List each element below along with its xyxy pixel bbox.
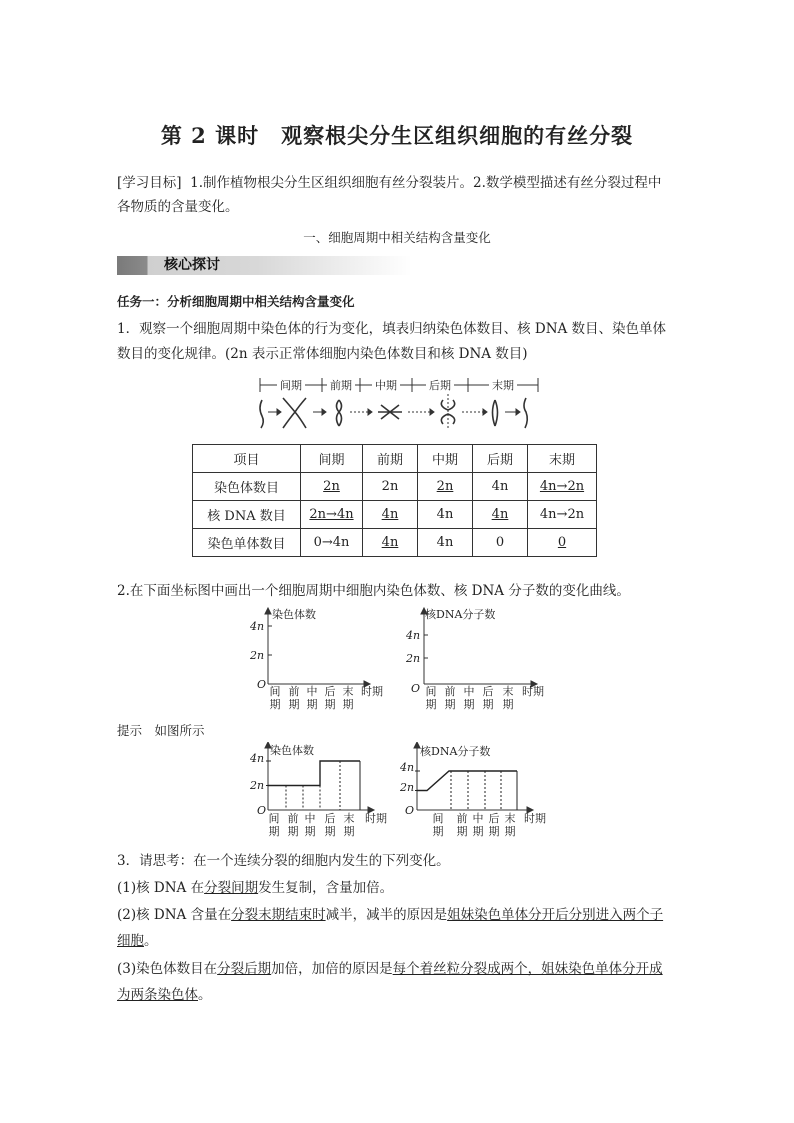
table-cell: 4n→2n xyxy=(539,479,585,494)
answer2-xtick: 期 xyxy=(432,825,444,838)
graph1-xtick: 前 xyxy=(288,685,300,698)
answer2-xlabel: 时期 xyxy=(524,812,546,825)
table-cell: 2n xyxy=(436,479,454,494)
q3-answer: 分裂间期 xyxy=(204,880,259,896)
graph1-y4n: 4n xyxy=(250,620,265,633)
answer1-xtick: 期 xyxy=(343,825,355,838)
q2-text: 2.在下面坐标图中画出一个细胞周期中细胞内染色体数、核 DNA 分子数的变化曲线。 xyxy=(117,583,630,599)
answer1-y2n: 2n xyxy=(250,779,265,792)
graph2-xtick: 期 xyxy=(425,698,437,710)
phase-label-telophase: 末期 xyxy=(492,379,514,392)
answer1-origin: O xyxy=(257,804,267,817)
graph1-xtick: 末 xyxy=(342,685,354,698)
q3-answer: 每个着丝粒分裂成两个，姐妹染色单体分开成 xyxy=(392,961,663,977)
table-cell: 4n xyxy=(381,507,399,522)
graph2-xtick: 中 xyxy=(463,685,475,698)
graph1-origin: O xyxy=(257,678,267,691)
band-label: 核心探讨 xyxy=(164,257,220,273)
answer1-xtick: 前 xyxy=(287,812,299,825)
graph2-origin: O xyxy=(411,682,421,695)
q3-item-3-cont xyxy=(117,984,687,1006)
answer2-origin: O xyxy=(405,804,415,817)
graph1-xlabel: 时期 xyxy=(361,685,383,698)
graph2-xtick: 期 xyxy=(444,698,456,710)
q3-text: 减半，减半的原因是 xyxy=(325,907,448,923)
graph2-ylabel: 核DNA分子数 xyxy=(425,608,496,621)
graph1-xtick: 后 xyxy=(324,685,336,698)
table-cell: 4n xyxy=(436,535,454,550)
table-cell: 2n xyxy=(323,479,340,494)
q3-text: (1)核 DNA 在 xyxy=(117,880,205,896)
table-cell: 4n xyxy=(491,507,509,522)
q3-answer: 细胞 xyxy=(117,933,144,949)
q3-text: (2)核 DNA 含量在 xyxy=(117,907,232,923)
row-label: 核 DNA 数目 xyxy=(193,501,301,529)
phase-label-prophase: 前期 xyxy=(330,379,352,392)
answer-dna-graph xyxy=(396,742,556,840)
q3-text: 发生复制，含量加倍。 xyxy=(258,880,394,896)
table-row xyxy=(193,473,597,501)
phase-label-anaphase: 后期 xyxy=(429,379,451,392)
answer2-xtick: 期 xyxy=(472,825,484,838)
phase-diagram xyxy=(250,372,550,438)
answer1-xtick: 期 xyxy=(268,825,280,838)
series-line xyxy=(268,761,360,786)
graph2-xlabel: 时期 xyxy=(522,685,544,698)
q3-text: (3)染色体数目在 xyxy=(117,961,218,977)
q3-answer: 分裂末期结束时 xyxy=(231,907,326,923)
answer2-xtick: 期 xyxy=(488,825,500,838)
objectives-line-1 xyxy=(117,172,687,194)
table-cell: 0→4n xyxy=(313,535,350,550)
table-header-row xyxy=(193,445,597,473)
answer1-xtick: 期 xyxy=(324,825,336,838)
graph1-ylabel: 染色体数 xyxy=(272,608,316,621)
chromosome-sketches xyxy=(260,398,527,428)
q3-item-2 xyxy=(117,904,687,926)
table-cell: 4n xyxy=(491,479,509,494)
page-title: 第 2 课时 观察根尖分生区组织细胞的有丝分裂 xyxy=(160,123,634,148)
q3-text: 。 xyxy=(144,933,158,949)
chrom-curve xyxy=(266,761,360,810)
graph1-xtick: 期 xyxy=(269,698,281,710)
graph2-xtick: 期 xyxy=(463,698,475,710)
graph2-y2n: 2n xyxy=(406,652,421,665)
objectives-tag: [学习目标] xyxy=(117,175,182,191)
graph1-xtick: 期 xyxy=(306,698,318,710)
table-cell: 2n xyxy=(381,479,399,494)
q1-line-2: 数目的变化规律。(2n 表示正常体细胞内染色体数目和核 DNA 数目) xyxy=(117,346,528,362)
phase-label-interphase: 间期 xyxy=(280,379,302,392)
answer1-xlabel: 时期 xyxy=(365,812,387,825)
answer1-y4n: 4n xyxy=(250,752,265,765)
answer2-y4n: 4n xyxy=(400,761,415,774)
hint-text: 提示 如图所示 xyxy=(117,723,205,738)
graph2-xtick: 间 xyxy=(425,685,437,698)
empty-dna-graph xyxy=(403,606,563,710)
table-row xyxy=(193,501,597,529)
graph2-y4n: 4n xyxy=(406,629,421,642)
q3-text: 加倍，加倍的原因是 xyxy=(271,961,393,977)
q3-intro: 3．请思考：在一个连续分裂的细胞内发生的下列变化。 xyxy=(117,853,450,869)
count-table xyxy=(192,444,597,557)
graph1-xtick: 期 xyxy=(288,698,300,710)
answer1-xtick: 后 xyxy=(324,812,336,825)
answer2-xtick: 前 xyxy=(456,812,468,825)
q3-item-1 xyxy=(117,877,687,899)
table-cell: 4n xyxy=(436,507,454,522)
series-line xyxy=(417,771,517,791)
answer-chrom-graph xyxy=(248,742,398,840)
section-band xyxy=(117,256,412,275)
phase-label-metaphase: 中期 xyxy=(375,379,397,392)
answer1-xtick: 期 xyxy=(287,825,299,838)
table-header-cell: 前期 xyxy=(363,445,418,473)
graph2-xtick: 后 xyxy=(482,685,494,698)
answer1-xtick: 中 xyxy=(304,812,316,825)
table-cell: 4n xyxy=(381,535,399,550)
answer2-xtick: 后 xyxy=(488,812,500,825)
q3-text: 。 xyxy=(198,987,212,1003)
answer1-xtick: 末 xyxy=(343,812,355,825)
graph1-xtick: 中 xyxy=(306,685,318,698)
graph1-y2n: 2n xyxy=(250,649,265,662)
table-header-cell: 末期 xyxy=(528,445,597,473)
table-cell: 0 xyxy=(557,535,567,550)
objectives-text-1: 1.制作植物根尖分生区组织细胞有丝分裂装片。2.数学模型描述有丝分裂过程中 xyxy=(190,175,662,191)
table-header-cell: 中期 xyxy=(418,445,473,473)
table-header-cell: 间期 xyxy=(301,445,363,473)
dna-curve xyxy=(415,771,517,810)
table-cell: 2n→4n xyxy=(309,507,354,522)
answer1-ylabel: 染色体数 xyxy=(270,744,314,757)
q3-answer: 为两条染色体 xyxy=(117,987,198,1003)
q3-item-2-cont xyxy=(117,930,687,952)
graph1-xtick: 期 xyxy=(342,698,354,710)
table-header-cell: 后期 xyxy=(473,445,528,473)
answer1-xtick: 间 xyxy=(268,812,280,825)
answer2-xtick: 中 xyxy=(472,812,484,825)
answer2-y2n: 2n xyxy=(400,781,415,794)
table-row xyxy=(193,529,597,557)
empty-chrom-graph xyxy=(248,606,398,710)
answer2-xtick: 期 xyxy=(456,825,468,838)
graph1-xtick: 期 xyxy=(324,698,336,710)
graph1-xtick: 间 xyxy=(269,685,281,698)
graph2-xtick: 期 xyxy=(502,698,514,710)
graph2-xtick: 前 xyxy=(444,685,456,698)
objectives-line-2: 各物质的含量变化。 xyxy=(117,199,239,215)
row-label: 染色单体数目 xyxy=(193,529,301,557)
answer2-xtick: 期 xyxy=(504,825,516,838)
section-title: 一、细胞周期中相关结构含量变化 xyxy=(303,230,491,245)
q3-answer: 姐妹染色单体分开后分别进入两个子 xyxy=(447,907,664,923)
graph2-xtick: 末 xyxy=(502,685,514,698)
q3-item-3 xyxy=(117,958,687,980)
answer1-xtick: 期 xyxy=(304,825,316,838)
answer2-xtick: 间 xyxy=(432,812,444,825)
answer2-ylabel: 核DNA分子数 xyxy=(420,745,491,758)
q3-answer: 分裂后期 xyxy=(217,961,272,977)
table-cell: 4n→2n xyxy=(539,507,585,522)
row-label: 染色体数目 xyxy=(193,473,301,501)
task-title: 任务一：分析细胞周期中相关结构含量变化 xyxy=(117,294,355,309)
table-header-cell: 项目 xyxy=(193,445,301,473)
answer2-xtick: 末 xyxy=(504,812,516,825)
graph2-xtick: 期 xyxy=(482,698,494,710)
table-cell: 0 xyxy=(495,535,505,550)
q1-line-1: 1．观察一个细胞周期中染色体的行为变化，填表归纳染色体数目、核 DNA 数目、染色单体 xyxy=(117,321,667,337)
